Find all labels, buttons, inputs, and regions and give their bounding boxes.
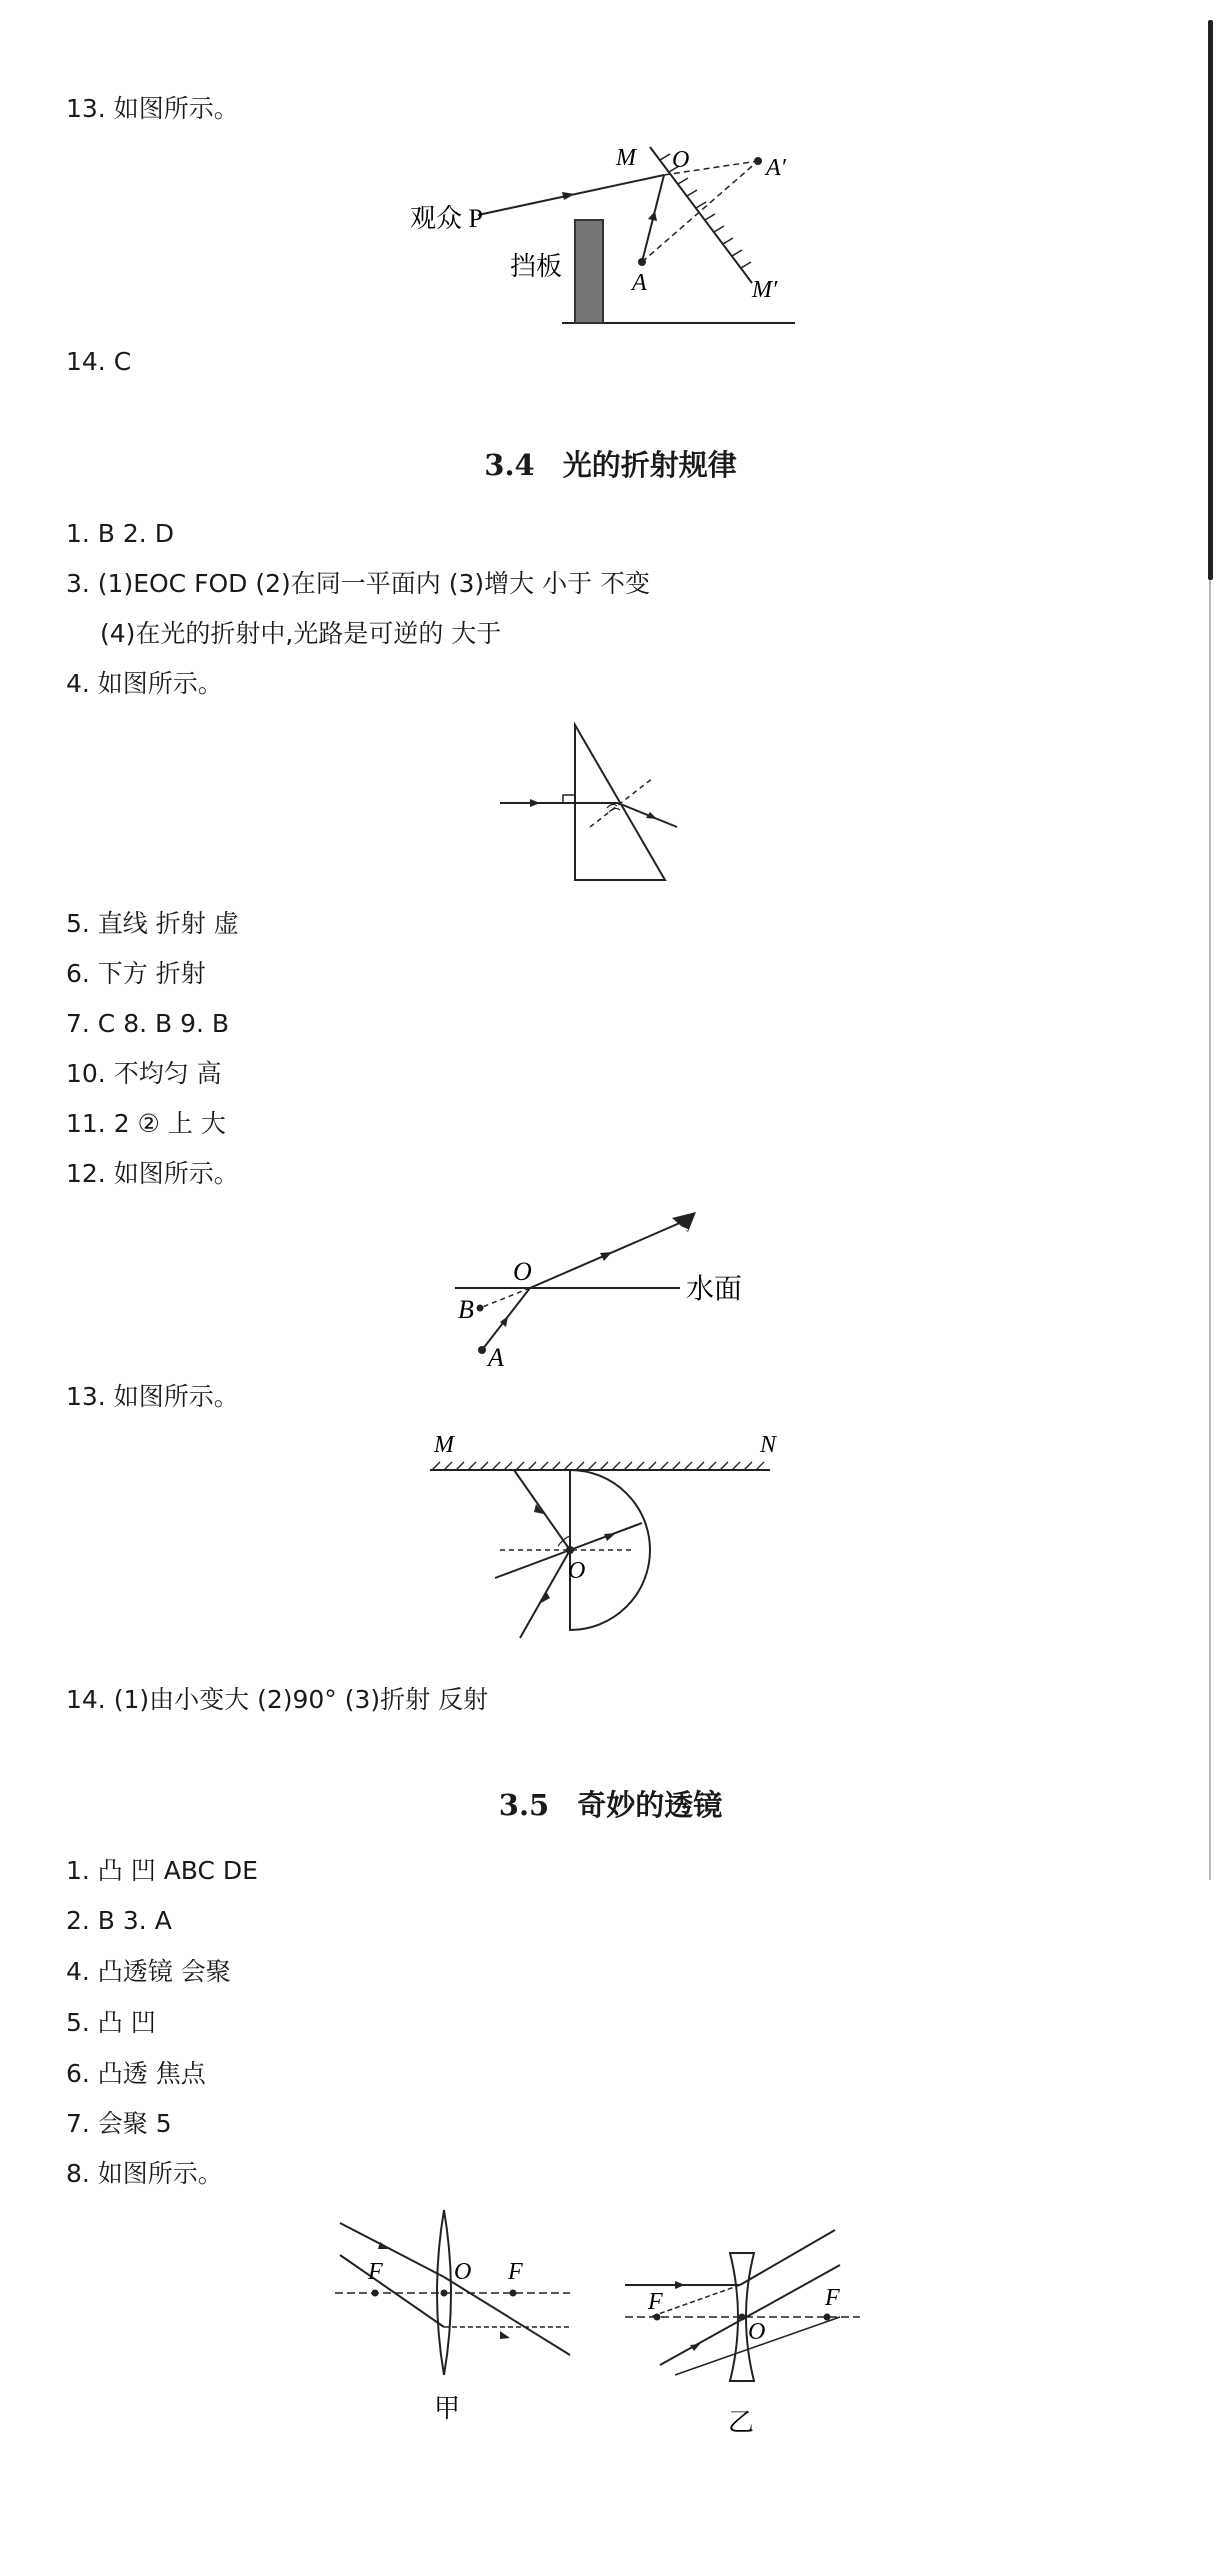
answer-line: 4. 凸透镜 会聚 <box>66 1957 231 1986</box>
answer-line: 5. 凸 凹 <box>66 2008 156 2037</box>
viewer-label: 观众 P <box>410 204 483 233</box>
mirror-end-n-label: N <box>760 1432 777 1458</box>
image-point-label: A′ <box>766 155 786 181</box>
section-title: 光的折射规律 <box>562 448 737 482</box>
answer-line: 2. B 3. A <box>66 1906 172 1935</box>
section-number: 3.4 <box>484 448 535 482</box>
answer-line: 1. B 2. D <box>66 519 174 548</box>
scan-edge-line <box>1209 580 1211 1880</box>
point-o-label: O <box>672 147 690 173</box>
answer-line: 13. 如图所示。 <box>66 1382 239 1411</box>
answer-line: 12. 如图所示。 <box>66 1159 239 1188</box>
figure-prism <box>495 720 695 890</box>
answer-line: (4)在光的折射中,光路是可逆的 大于 <box>100 619 502 648</box>
answer-line: 13. 如图所示。 <box>66 94 239 123</box>
answer-line: 6. 凸透 焦点 <box>66 2059 206 2088</box>
mirror-end-label: M <box>616 145 636 171</box>
answer-line: 14. (1)由小变大 (2)90° (3)折射 反射 <box>66 1685 489 1714</box>
figure-caption: 甲 <box>434 2394 461 2423</box>
answer-line: 1. 凸 凹 ABC DE <box>66 1856 258 1885</box>
figure-convex-lens <box>330 2205 590 2435</box>
answer-line: 3. (1)EOC FOD (2)在同一平面内 (3)增大 小于 不变 <box>66 569 651 598</box>
figure-semicircle-mirror <box>420 1428 800 1643</box>
answer-line: 8. 如图所示。 <box>66 2159 223 2188</box>
answer-line: 11. 2 ② 上 大 <box>66 1109 226 1138</box>
scan-edge-shadow <box>1208 20 1213 580</box>
point-o-label: O <box>513 1257 532 1286</box>
figure-concave-lens <box>620 2205 880 2435</box>
point-b-label: B <box>458 1295 474 1324</box>
water-surface-label: 水面 <box>686 1274 743 1305</box>
focus-left-label: F <box>648 2289 663 2315</box>
object-point-label: A <box>632 270 647 296</box>
answer-line: 6. 下方 折射 <box>66 959 206 988</box>
focus-right-label: F <box>508 2259 523 2285</box>
answer-line: 5. 直线 折射 虚 <box>66 909 239 938</box>
section-heading <box>0 1785 1221 1825</box>
section-number: 3.5 <box>498 1788 550 1822</box>
point-a-label: A <box>488 1343 504 1372</box>
answer-line: 4. 如图所示。 <box>66 669 223 698</box>
focus-right-label: F <box>825 2285 840 2311</box>
section-heading <box>0 445 1221 485</box>
answer-line: 10. 不均匀 高 <box>66 1059 222 1088</box>
focus-left-label: F <box>368 2259 383 2285</box>
board-label: 挡板 <box>510 252 563 281</box>
answer-line: 7. C 8. B 9. B <box>66 1009 230 1038</box>
center-o-label: O <box>748 2319 766 2345</box>
figure-water-surface <box>450 1200 770 1375</box>
mirror-end-m-label: M <box>434 1432 454 1458</box>
answer-line: 14. C <box>66 347 132 376</box>
mirror-end-prime-label: M′ <box>752 277 778 303</box>
answer-line: 7. 会聚 5 <box>66 2109 172 2138</box>
section-title: 奇妙的透镜 <box>577 1788 723 1822</box>
figure-plane-mirror <box>380 135 810 335</box>
figure-caption: 乙 <box>728 2408 755 2437</box>
center-o-label: O <box>454 2259 472 2285</box>
point-o-label: O <box>568 1558 586 1584</box>
